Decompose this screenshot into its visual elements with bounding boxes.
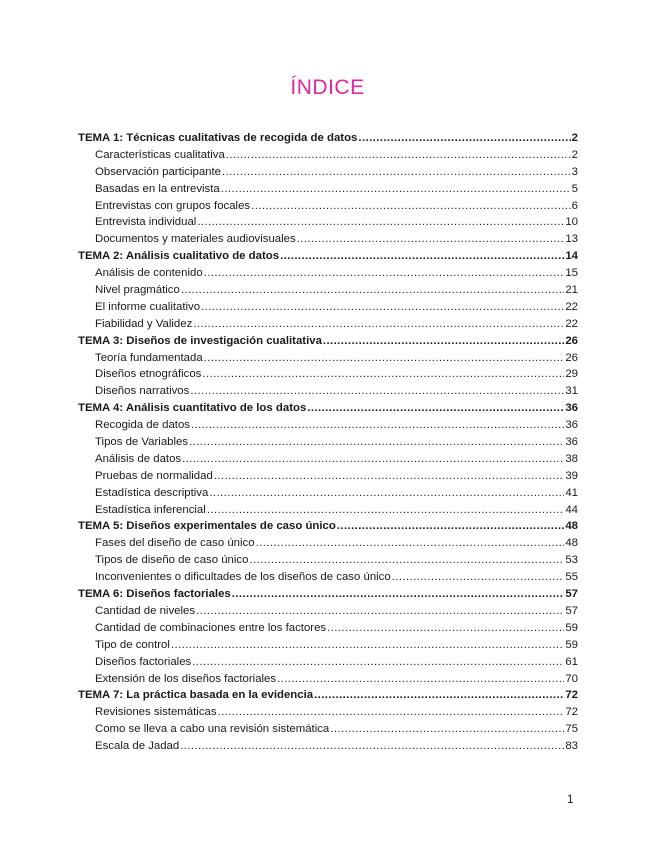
dot-leader bbox=[337, 518, 564, 535]
toc-section-entry[interactable] bbox=[78, 451, 578, 468]
toc-entry-page: 5 bbox=[571, 182, 578, 195]
toc-entry-page: 2 bbox=[571, 132, 578, 144]
dot-leader bbox=[196, 603, 564, 620]
toc-entry-label: TEMA 1: Técnicas cualitativas de recogida de datos bbox=[78, 132, 358, 144]
toc-entry-label: Documentos y materiales audiovisuales bbox=[95, 233, 296, 246]
toc-entry-page: 21 bbox=[565, 284, 578, 297]
toc-entry-label: El informe cualitativo bbox=[95, 300, 201, 313]
toc-entry-label: Tipo de control bbox=[95, 638, 170, 651]
toc-section-entry[interactable] bbox=[78, 569, 578, 586]
toc-entry-label: Análisis de contenido bbox=[95, 267, 203, 280]
toc-chapter-entry[interactable] bbox=[78, 130, 578, 147]
toc-entry-label: TEMA 7: La práctica basada en la evidencia bbox=[78, 689, 314, 702]
toc-section-entry[interactable] bbox=[78, 535, 578, 552]
toc-section-entry[interactable] bbox=[78, 198, 578, 215]
toc-entry-page: 36 bbox=[565, 402, 578, 415]
toc-entry-label: Teoría fundamentada bbox=[95, 351, 203, 364]
toc-entry-label: Diseños narrativos bbox=[95, 385, 190, 398]
toc-entry-page: 3 bbox=[571, 165, 578, 178]
toc-entry-page: 26 bbox=[565, 351, 578, 364]
toc-section-entry[interactable] bbox=[78, 704, 578, 721]
toc-chapter-entry[interactable] bbox=[78, 687, 578, 704]
toc-chapter-entry[interactable] bbox=[78, 333, 578, 350]
toc-section-entry[interactable] bbox=[78, 502, 578, 519]
dot-leader bbox=[182, 451, 564, 468]
dot-leader bbox=[204, 265, 565, 282]
toc-section-entry[interactable] bbox=[78, 721, 578, 738]
dot-leader bbox=[226, 147, 571, 164]
toc-entry-page: 55 bbox=[565, 571, 578, 584]
toc-entry-label: Diseños factoriales bbox=[95, 655, 192, 668]
toc-entry-label: TEMA 3: Diseños de investigación cualitativa bbox=[78, 334, 322, 347]
dot-leader bbox=[190, 383, 564, 400]
toc-entry-label: Entrevista individual bbox=[95, 216, 197, 229]
dot-leader bbox=[314, 687, 564, 704]
dot-leader bbox=[189, 434, 564, 451]
toc-entry-page: 57 bbox=[565, 588, 578, 601]
dot-leader bbox=[193, 316, 564, 333]
dot-leader bbox=[323, 333, 564, 350]
dot-leader bbox=[181, 282, 564, 299]
toc-section-entry[interactable] bbox=[78, 164, 578, 181]
toc-entry-label: Diseños etnográficos bbox=[95, 368, 202, 381]
toc-entry-label: Fases del diseño de caso único bbox=[95, 537, 255, 550]
toc-section-entry[interactable] bbox=[78, 552, 578, 569]
toc-section-entry[interactable] bbox=[78, 383, 578, 400]
table-of-contents bbox=[78, 130, 578, 755]
dot-leader bbox=[358, 130, 570, 147]
toc-entry-page: 72 bbox=[565, 689, 578, 702]
toc-entry-page: 14 bbox=[565, 250, 578, 263]
dot-leader bbox=[280, 248, 564, 265]
dot-leader bbox=[171, 637, 564, 654]
toc-entry-page: 59 bbox=[565, 638, 578, 651]
toc-entry-page: 6 bbox=[571, 199, 578, 212]
toc-section-entry[interactable] bbox=[78, 738, 578, 755]
toc-entry-label: Como se lleva a cabo una revisión sistemática bbox=[95, 723, 330, 736]
toc-entry-page: 10 bbox=[565, 216, 578, 229]
toc-entry-page: 36 bbox=[565, 419, 578, 432]
toc-entry-page: 41 bbox=[565, 486, 578, 499]
toc-entry-page: 48 bbox=[565, 520, 578, 533]
toc-entry-page: 36 bbox=[565, 436, 578, 449]
dot-leader bbox=[222, 164, 571, 181]
toc-chapter-entry[interactable] bbox=[78, 400, 578, 417]
toc-entry-label: Tipos de Variables bbox=[95, 436, 189, 449]
toc-entry-label: Análisis de datos bbox=[95, 452, 182, 465]
toc-entry-label: Escala de Jadad bbox=[95, 740, 180, 753]
dot-leader bbox=[202, 366, 564, 383]
dot-leader bbox=[327, 620, 564, 637]
dot-leader bbox=[197, 214, 564, 231]
dot-leader bbox=[207, 502, 565, 519]
toc-entry-page: 13 bbox=[565, 233, 578, 246]
toc-section-entry[interactable] bbox=[78, 603, 578, 620]
toc-entry-page: 38 bbox=[565, 452, 578, 465]
toc-section-entry[interactable] bbox=[78, 620, 578, 637]
toc-entry-label: Observación participante bbox=[95, 165, 221, 178]
dot-leader bbox=[330, 721, 564, 738]
toc-entry-label: Características cualitativa bbox=[95, 148, 225, 161]
dot-leader bbox=[307, 400, 564, 417]
dot-leader bbox=[214, 468, 565, 485]
toc-section-entry[interactable] bbox=[78, 214, 578, 231]
toc-section-entry[interactable] bbox=[78, 316, 578, 333]
toc-chapter-entry[interactable] bbox=[78, 586, 578, 603]
toc-entry-page: 29 bbox=[565, 368, 578, 381]
toc-section-entry[interactable] bbox=[78, 350, 578, 367]
page-title: ÍNDICE bbox=[290, 76, 365, 99]
dot-leader bbox=[201, 299, 564, 316]
toc-entry-label: Fiabilidad y Validez bbox=[95, 317, 193, 330]
toc-section-entry[interactable] bbox=[78, 366, 578, 383]
toc-entry-page: 22 bbox=[565, 300, 578, 313]
dot-leader bbox=[221, 181, 571, 198]
toc-entry-page: 72 bbox=[565, 706, 578, 719]
dot-leader bbox=[251, 198, 571, 215]
toc-entry-page: 57 bbox=[565, 604, 578, 617]
toc-entry-page: 22 bbox=[565, 317, 578, 330]
dot-leader bbox=[204, 350, 565, 367]
toc-entry-label: Tipos de diseño de caso único bbox=[95, 554, 249, 567]
toc-entry-label: Basadas en la entrevista bbox=[95, 182, 220, 195]
toc-entry-page: 31 bbox=[565, 385, 578, 398]
dot-leader bbox=[191, 417, 564, 434]
toc-section-entry[interactable] bbox=[78, 654, 578, 671]
toc-section-entry[interactable] bbox=[78, 265, 578, 282]
toc-section-entry[interactable] bbox=[78, 147, 578, 164]
toc-entry-page: 83 bbox=[565, 740, 578, 753]
toc-entry-page: 48 bbox=[565, 537, 578, 550]
toc-entry-label: Cantidad de combinaciones entre los factores bbox=[95, 621, 327, 634]
toc-entry-page: 15 bbox=[565, 267, 578, 280]
dot-leader bbox=[180, 738, 564, 755]
toc-entry-label: TEMA 6: Diseños factoriales bbox=[78, 588, 231, 601]
toc-section-entry[interactable] bbox=[78, 231, 578, 248]
toc-entry-label: Estadística descriptiva bbox=[95, 486, 209, 499]
toc-section-entry[interactable] bbox=[78, 417, 578, 434]
toc-entry-label: Extensión de los diseños factoriales bbox=[95, 672, 277, 685]
toc-entry-page: 59 bbox=[565, 621, 578, 634]
dot-leader bbox=[256, 535, 565, 552]
toc-entry-label: TEMA 2: Análisis cualitativo de datos bbox=[78, 250, 280, 263]
page-number: 1 bbox=[567, 794, 574, 806]
toc-entry-label: Revisiones sistemáticas bbox=[95, 706, 217, 719]
toc-entry-label: TEMA 5: Diseños experimentales de caso único bbox=[78, 520, 336, 533]
dot-leader bbox=[297, 231, 565, 248]
toc-entry-label: Inconvenientes o dificultades de los diseños de caso único bbox=[95, 571, 391, 584]
toc-chapter-entry[interactable] bbox=[78, 518, 578, 535]
toc-entry-page: 53 bbox=[565, 554, 578, 567]
toc-entry-label: Estadística inferencial bbox=[95, 503, 206, 516]
toc-section-entry[interactable] bbox=[78, 637, 578, 654]
toc-entry-page: 44 bbox=[565, 503, 578, 516]
dot-leader bbox=[277, 671, 564, 688]
toc-entry-page: 39 bbox=[565, 469, 578, 482]
toc-entry-label: Recogida de datos bbox=[95, 419, 190, 432]
toc-entry-page: 2 bbox=[571, 148, 578, 161]
toc-section-entry[interactable] bbox=[78, 299, 578, 316]
toc-entry-label: Nivel pragmático bbox=[95, 284, 180, 297]
dot-leader bbox=[209, 485, 564, 502]
toc-entry-label: TEMA 4: Análisis cuantitativo de los datos bbox=[78, 402, 307, 415]
toc-section-entry[interactable] bbox=[78, 485, 578, 502]
toc-entry-label: Entrevistas con grupos focales bbox=[95, 199, 251, 212]
toc-section-entry[interactable] bbox=[78, 671, 578, 688]
dot-leader bbox=[192, 654, 564, 671]
toc-entry-page: 61 bbox=[565, 655, 578, 668]
toc-entry-label: Cantidad de niveles bbox=[95, 604, 196, 617]
toc-entry-page: 70 bbox=[565, 672, 578, 685]
toc-entry-page: 75 bbox=[565, 723, 578, 736]
dot-leader bbox=[218, 704, 565, 721]
dot-leader bbox=[392, 569, 565, 586]
dot-leader bbox=[232, 586, 565, 603]
toc-entry-label: Pruebas de normalidad bbox=[95, 469, 213, 482]
toc-section-entry[interactable] bbox=[78, 434, 578, 451]
toc-section-entry[interactable] bbox=[78, 181, 578, 198]
toc-section-entry[interactable] bbox=[78, 468, 578, 485]
dot-leader bbox=[249, 552, 564, 569]
toc-entry-page: 26 bbox=[565, 334, 578, 347]
toc-section-entry[interactable] bbox=[78, 282, 578, 299]
toc-chapter-entry[interactable] bbox=[78, 248, 578, 265]
